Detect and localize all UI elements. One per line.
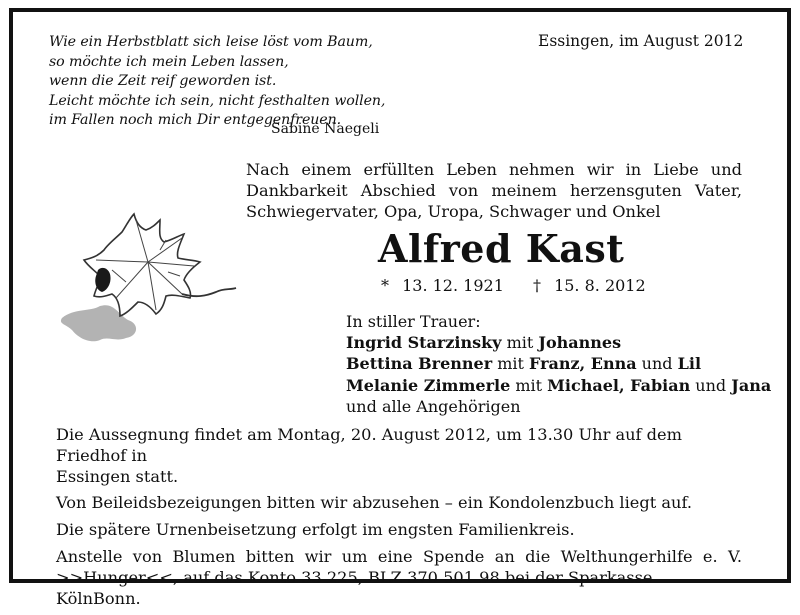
mourner-name: Ingrid Starzinsky	[346, 333, 502, 353]
mourner-name: Michael, Fabian	[547, 375, 691, 395]
condolence-notice: Von Beileidsbezeigungen bitten wir abzusehen – ein Kondolenzbuch liegt auf.	[56, 493, 692, 513]
donation-notice	[56, 547, 742, 609]
birth-date: 13. 12. 1921	[402, 276, 504, 295]
urn-notice: Die spätere Urnenbeisetzung erfolgt im engsten Familienkreis.	[56, 520, 575, 540]
mourner-name: Bettina Brenner	[346, 354, 493, 374]
funeral-line: Die Aussegnung findet am Montag, 20. August 2012, um 13.30 Uhr auf dem Friedhof in	[56, 425, 682, 465]
leaf-shadow	[61, 305, 136, 341]
birth-symbol: *	[381, 276, 389, 295]
poem-line: Wie ein Herbstblatt sich leise löst vom Baum,	[49, 34, 373, 50]
poem-line: Leicht möchte ich sein, nicht festhalten wollen,	[49, 92, 386, 109]
poem-author: Sabine Naegeli	[271, 121, 380, 137]
mourners-heading: In stiller Trauer:	[346, 312, 481, 331]
notices	[56, 425, 742, 615]
mourner-name: Johannes	[538, 333, 622, 353]
connector: und	[690, 375, 732, 395]
intro-line: Dankbarkeit Abschied von meinem herzensguten Vater,	[246, 181, 742, 200]
maple-leaf-icon	[56, 210, 242, 360]
mourner-line	[346, 375, 771, 396]
connector: mit	[510, 375, 548, 395]
poem	[49, 33, 389, 131]
intro-line: Schwiegervater, Opa, Uropa, Schwager und Onkel	[246, 202, 661, 221]
connector: mit	[492, 354, 530, 374]
mourner-name: Jana	[731, 375, 772, 395]
life-dates	[381, 276, 646, 295]
donation-line: >>Hunger<<, auf das Konto 33 225, BLZ 370 501 98 bei der Sparkasse KölnBonn.	[56, 567, 653, 608]
funeral-notice	[56, 425, 742, 487]
mourner-line	[346, 332, 771, 353]
poem-line: im Fallen noch mich Dir entgegenfreuen.	[49, 112, 342, 128]
poem-line: so möchte ich mein Leben lassen,	[49, 53, 289, 70]
mourner-name: Lil	[677, 354, 702, 374]
connector: mit	[501, 333, 539, 353]
mourner-name: Franz, Enna	[529, 354, 637, 374]
mourners	[346, 311, 771, 417]
death-date: 15. 8. 2012	[554, 276, 646, 295]
poem-line: wenn die Zeit reif geworden ist.	[49, 73, 277, 89]
donation-line: Anstelle von Blumen bitten wir um eine Spende an die Welthungerhilfe e. V.	[56, 546, 742, 566]
death-symbol: †	[532, 276, 541, 295]
leaf-spot	[95, 268, 110, 292]
mourner-name: Melanie Zimmerle	[346, 375, 511, 395]
intro-line: Nach einem erfüllten Leben nehmen wir in Liebe und	[246, 160, 742, 179]
deceased-name: Alfred Kast	[378, 226, 625, 271]
connector: und	[636, 354, 678, 374]
intro-text	[246, 159, 742, 222]
mourner-line	[346, 353, 771, 374]
place-date: Essingen, im August 2012	[538, 32, 744, 50]
funeral-line: Essingen statt.	[56, 466, 179, 486]
mourners-closing: und alle Angehörigen	[346, 396, 521, 416]
